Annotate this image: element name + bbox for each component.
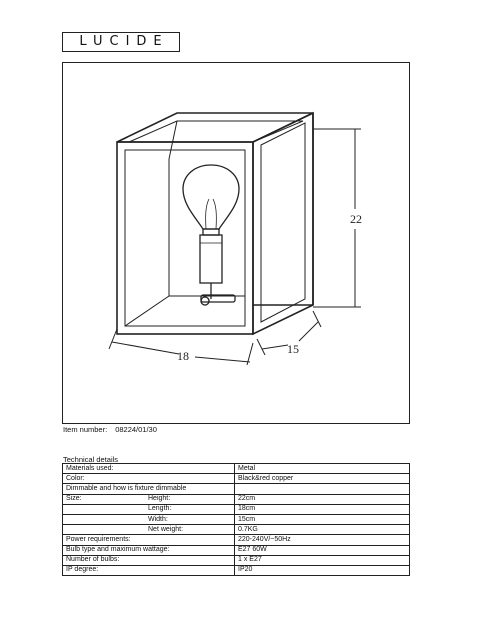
row-value: IP20 [235,565,410,575]
bulb-icon [183,165,239,305]
row-sublabel: Width: [148,515,168,523]
row-value: 220-240V/~50Hz [235,535,410,545]
technical-details-title: Technical details [63,455,119,464]
lamp-side-frame [253,113,313,334]
row-sublabel: Length: [148,505,172,513]
row-label: Color: [63,474,235,484]
row-label: Materials used: [63,464,235,474]
logo-text: LUCIDE [79,34,169,49]
row-label [63,504,235,514]
table-row [63,545,410,555]
row-label: Power requirements: [63,535,235,545]
table-row [63,555,410,565]
table-row [63,535,410,545]
row-label [63,525,235,535]
row-value: 0.7KG [235,525,410,535]
dimension-width: 15 [287,342,299,356]
row-label [63,514,235,524]
row-label: Dimmable and how is fixture dimmable [63,484,235,494]
row-label [63,494,235,504]
row-value: Metal [235,464,410,474]
row-label: Bulb type and maximum wattage: [63,545,235,555]
row-value [235,484,410,494]
table-row [63,474,410,484]
lamp-front-frame [117,142,253,334]
bulb-socket [200,235,222,283]
table-row [63,484,410,494]
row-sublabel: Height: [148,495,171,503]
lamp-drawing [63,63,411,425]
dimension-length: 18 [177,349,189,363]
table-row [63,525,410,535]
dimension-height: 22 [350,212,362,226]
row-label: Number of bulbs: [63,555,235,565]
table-row [63,494,410,504]
technical-details-table [62,463,410,576]
table-row [63,514,410,524]
row-label-main: Size: [66,495,82,503]
row-value: 1 x E27 [235,555,410,565]
row-value: 22cm [235,494,410,504]
row-label: IP degree: [63,565,235,575]
row-value: 15cm [235,514,410,524]
table-row [63,464,410,474]
item-number-label: Item number: [63,425,108,434]
table-row [63,565,410,575]
item-number [63,425,157,434]
row-sublabel: Net weight: [148,525,184,533]
row-value: Black&red copper [235,474,410,484]
row-value: E27 60W [235,545,410,555]
item-number-value: 08224/01/30 [115,425,157,434]
product-drawing-frame [62,62,410,424]
row-value: 18cm [235,504,410,514]
brand-logo [62,32,180,52]
table-row [63,504,410,514]
